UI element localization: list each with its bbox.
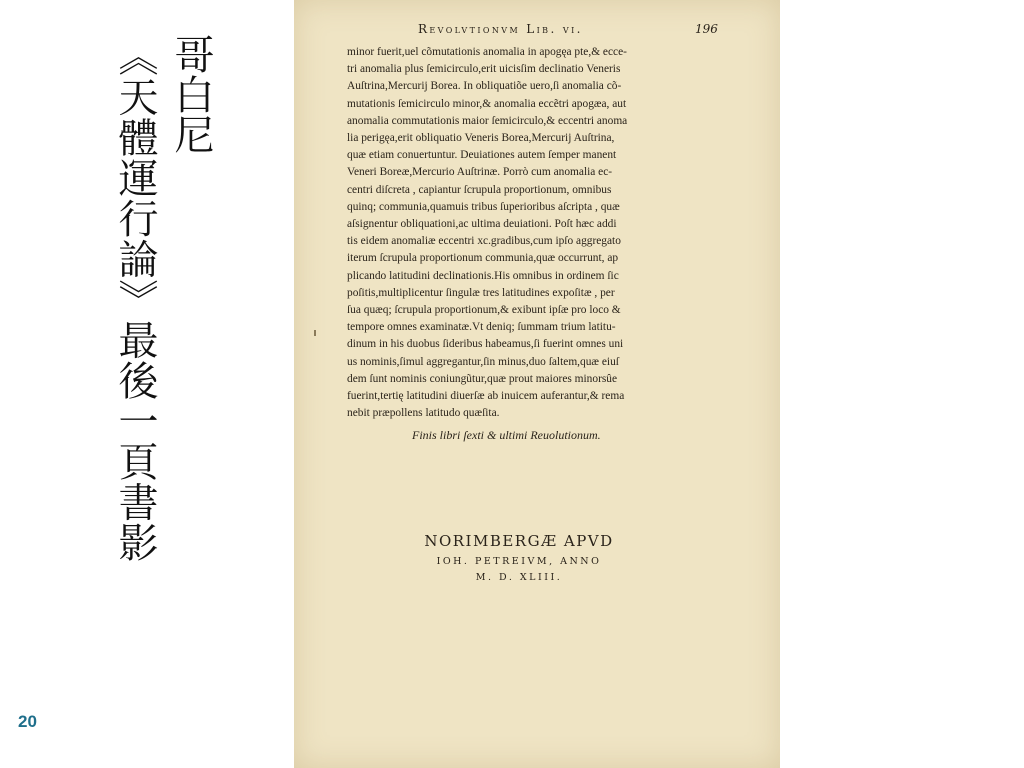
folio-number: 196 (695, 22, 718, 36)
text-line: centri diſcreta , capiantur ſcrupula proportionum, omnibus (347, 183, 612, 196)
colophon-line-2: IOH. PETREIVM, ANNO (436, 556, 602, 567)
book-page-scan (294, 0, 780, 768)
page-body-text (347, 44, 717, 422)
finis-line: Finis libri ſexti & ultimi Reuolutionum. (412, 428, 601, 442)
slide-number: 20 (18, 712, 37, 731)
text-line: Auſtrina,Mercurij Borea. In obliquatiõe uero,ſi anomalia cõ- (347, 80, 622, 93)
text-line: lia perigęa,erit obliquatio Veneris Borea,Mercurij Auſtrina, (347, 132, 615, 145)
text-line: tempore omnes examinatæ.Vt deniq; ſummam trium latitu- (347, 321, 616, 334)
title-author: 哥白尼 (168, 34, 214, 154)
colophon-line-3: M. D. XLIII. (475, 572, 563, 583)
text-line: plicando latitudini declinationis.His omnibus in ordinem ſic (347, 269, 619, 282)
text-line: minor fuerit,uel cõmutationis anomalia in apogęa pte,& ecce- (347, 46, 627, 58)
text-line: us nominis,ſimul aggregantur,ſin minus,duo ſaltem,quæ eiuſ (347, 355, 619, 368)
text-line: quæ etiam conuertuntur. Deuiationes autem ſemper manent (347, 149, 617, 162)
title-caption: 《天體運行論》最後一頁書影 (112, 36, 158, 563)
colophon (394, 532, 644, 586)
text-line: poſitis,multiplicentur ſingulæ tres latitudines expoſitæ , per (347, 286, 615, 299)
text-line: dinum in his duobus ſideribus habeamus,ſi fuerint omnes uni (347, 338, 624, 351)
text-line: mutationis ſemicirculo minor,& anomalia eccẽtri apogæa, aut (347, 97, 627, 110)
text-line: fuerint,tertię latitudini diuerſæ ab inuicem auferantur,& rema (347, 390, 625, 403)
text-line: quinq; communia,quamuis tribus ſuperioribus aſcripta , quæ (347, 200, 620, 213)
text-line: nebit præpollens latitudo quæſita. (347, 407, 500, 420)
colophon-line-1: NORIMBERGÆ APVD (424, 532, 614, 550)
running-head: Revolvtionvm Lib. vi. (418, 22, 583, 36)
text-line: iterum ſcrupula proportionum communia,quæ occurrunt, ap (347, 252, 619, 265)
text-line: Veneri Boreæ,Mercurio Auſtrinæ. Porrò cum anomalia ec- (347, 166, 613, 179)
text-line: tri anomalia plus ſemicirculo,erit uicisſim declinatio Veneris (347, 63, 621, 76)
text-line: dem ſunt nominis coniungũtur,quæ prout maiores minorsûe (347, 372, 618, 385)
page-header (294, 22, 780, 42)
text-line: aſsignentur obliquationi,ac ultima deuiationi. Poſt hæc addi (347, 218, 617, 231)
text-line: anomalia commutationis maior ſemicirculo,& eccentri anoma (347, 114, 628, 127)
text-line: tis eidem anomaliæ eccentri xc.gradibus,cum ipſo aggregato (347, 235, 621, 248)
margin-mark (314, 330, 316, 336)
text-line: ſua quæq; ſcrupula proportionum,& exibunt ipſæ pro loco & (347, 304, 621, 317)
